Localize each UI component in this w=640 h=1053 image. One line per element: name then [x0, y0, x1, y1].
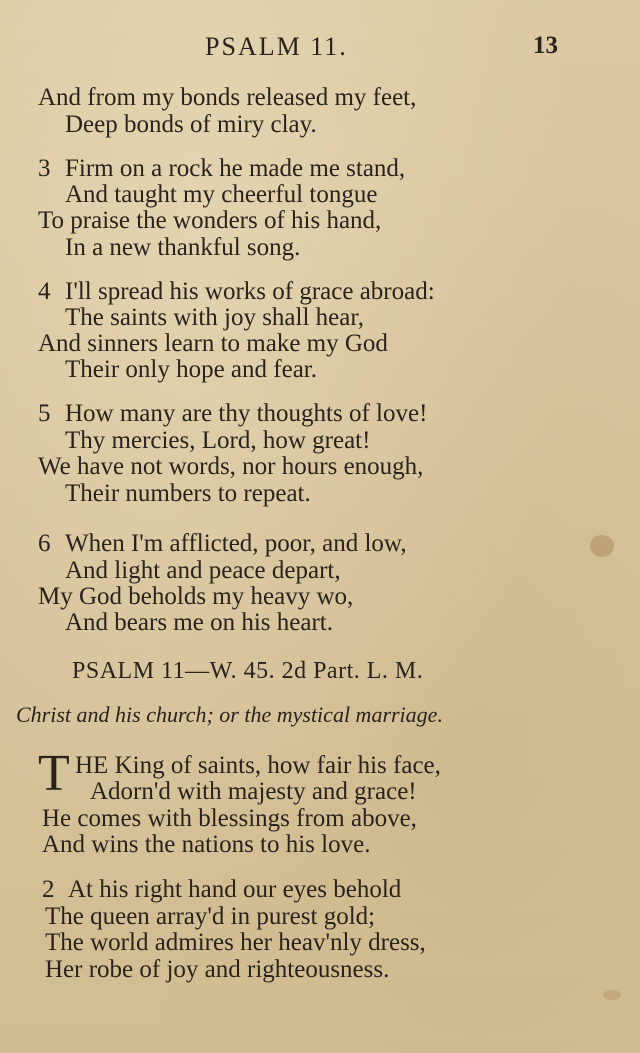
stanza-number: 4 [38, 278, 51, 305]
verse-line: How many are thy thoughts of love! [65, 400, 428, 427]
verse-line: Firm on a rock he made me stand, [65, 155, 406, 182]
stanza-number: 6 [38, 530, 51, 557]
verse-line: Thy mercies, Lord, how great! [65, 427, 371, 454]
verse-line: In a new thankful song. [65, 234, 301, 261]
verse-line: I'll spread his works of grace abroad: [65, 278, 435, 305]
verse-line: And wins the nations to his love. [42, 831, 371, 858]
drop-cap: T [38, 745, 70, 802]
verse-line: To praise the wonders of his hand, [38, 207, 382, 234]
foxing-spot [590, 535, 614, 557]
verse-line: Her robe of joy and righteousness. [45, 956, 390, 983]
psalm-heading: PSALM 11—W. 45. 2d Part. L. M. [72, 658, 424, 684]
stanza-number: 3 [38, 155, 51, 182]
psalm-subtitle: Christ and his church; or the mystical marriage. [16, 702, 443, 727]
stanza-number: 2 [42, 876, 55, 903]
verse-line: And light and peace depart, [65, 557, 341, 584]
verse-line: HE King of saints, how fair his face, [75, 752, 441, 779]
running-head: PSALM 11. [205, 32, 348, 61]
verse-line: The world admires her heav'nly dress, [45, 929, 426, 956]
verse-line: Deep bonds of miry clay. [65, 111, 317, 138]
foxing-spot [603, 990, 621, 1000]
verse-line: The saints with joy shall hear, [65, 304, 364, 331]
verse-line: Their only hope and fear. [65, 356, 317, 383]
verse-line: Adorn'd with majesty and grace! [90, 778, 417, 805]
verse-line: Their numbers to repeat. [65, 480, 311, 507]
page-number: 13 [533, 32, 558, 59]
verse-line: We have not words, nor hours enough, [38, 453, 424, 480]
verse-line: And sinners learn to make my God [38, 330, 388, 357]
verse-line: And bears me on his heart. [65, 609, 333, 636]
verse-line: When I'm afflicted, poor, and low, [65, 530, 407, 557]
verse-line: And taught my cheerful tongue [65, 181, 378, 208]
verse-line: He comes with blessings from above, [42, 805, 417, 832]
page-header [0, 32, 640, 68]
verse-line: And from my bonds released my feet, [38, 84, 417, 111]
verse-line: My God beholds my heavy wo, [38, 583, 354, 610]
verse-line: At his right hand our eyes behold [68, 876, 402, 903]
stanza-number: 5 [38, 400, 51, 427]
verse-line: The queen array'd in purest gold; [45, 903, 376, 930]
